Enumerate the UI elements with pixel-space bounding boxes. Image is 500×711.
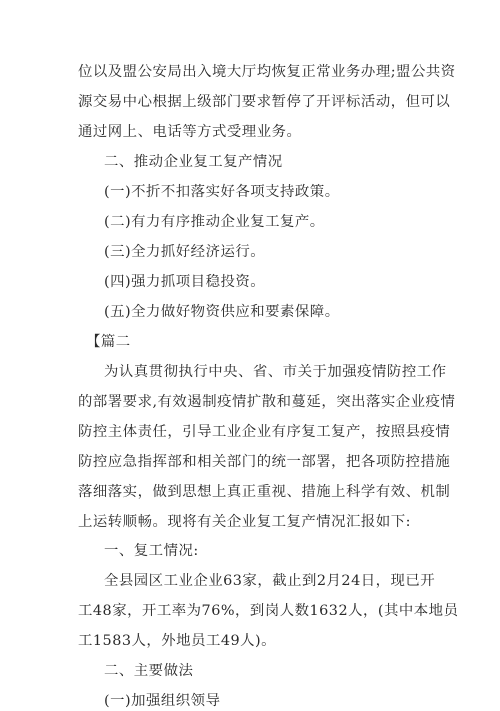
paragraph-line: 工1583人，外地员工49人)。 [78, 633, 277, 649]
paragraph-line: 源交易中心根据上级部门要求暂停了开评标活动，但可以 [78, 94, 451, 110]
paragraph-line: 防控主体责任，引导工业企业有序复工复产，按照县疫情 [78, 424, 451, 440]
paragraph-line: 通过网上、电话等方式受理业务。 [78, 124, 302, 140]
paragraph-line: 全县园区工业企业63家，截止到2月24日，现已开 [104, 573, 436, 589]
paragraph-line: 上运转顺畅。现将有关企业复工复产情况汇报如下: [78, 514, 411, 530]
paragraph-line: 的部署要求,有效遏制疫情扩散和蔓延，突出落实企业疫情 [78, 394, 456, 410]
section-heading: 二、推动企业复工复产情况 [104, 154, 283, 170]
list-item: (三)全力抓好经济运行。 [104, 244, 266, 260]
list-item: (五)全力做好物资供应和要素保障。 [104, 304, 340, 320]
section-heading: 二、主要做法 [104, 663, 194, 679]
paragraph-line: 为认真贯彻执行中央、省、市关于加强疫情防控工作 [104, 364, 447, 380]
paragraph-line: 位以及盟公安局出入境大厅均恢复正常业务办理;盟公共资 [78, 64, 456, 80]
list-item: (四)强力抓项目稳投资。 [104, 274, 266, 290]
article-heading: 【篇二 [86, 334, 131, 350]
paragraph-line: 防控应急指挥部和相关部门的统一部署，把各项防控措施 [78, 454, 451, 470]
paragraph-line: 工48家，开工率为76%，到岗人数1632人，(其中本地员 [78, 603, 459, 619]
list-item: (一)加强组织领导 [104, 693, 221, 709]
list-item: (二)有力有序推动企业复工复产。 [104, 214, 325, 230]
list-item: (一)不折不扣落实好各项支持政策。 [104, 184, 340, 200]
paragraph-line: 落细落实，做到思想上真正重视、措施上科学有效、机制 [78, 484, 451, 500]
section-heading: 一、复工情况: [104, 543, 199, 559]
